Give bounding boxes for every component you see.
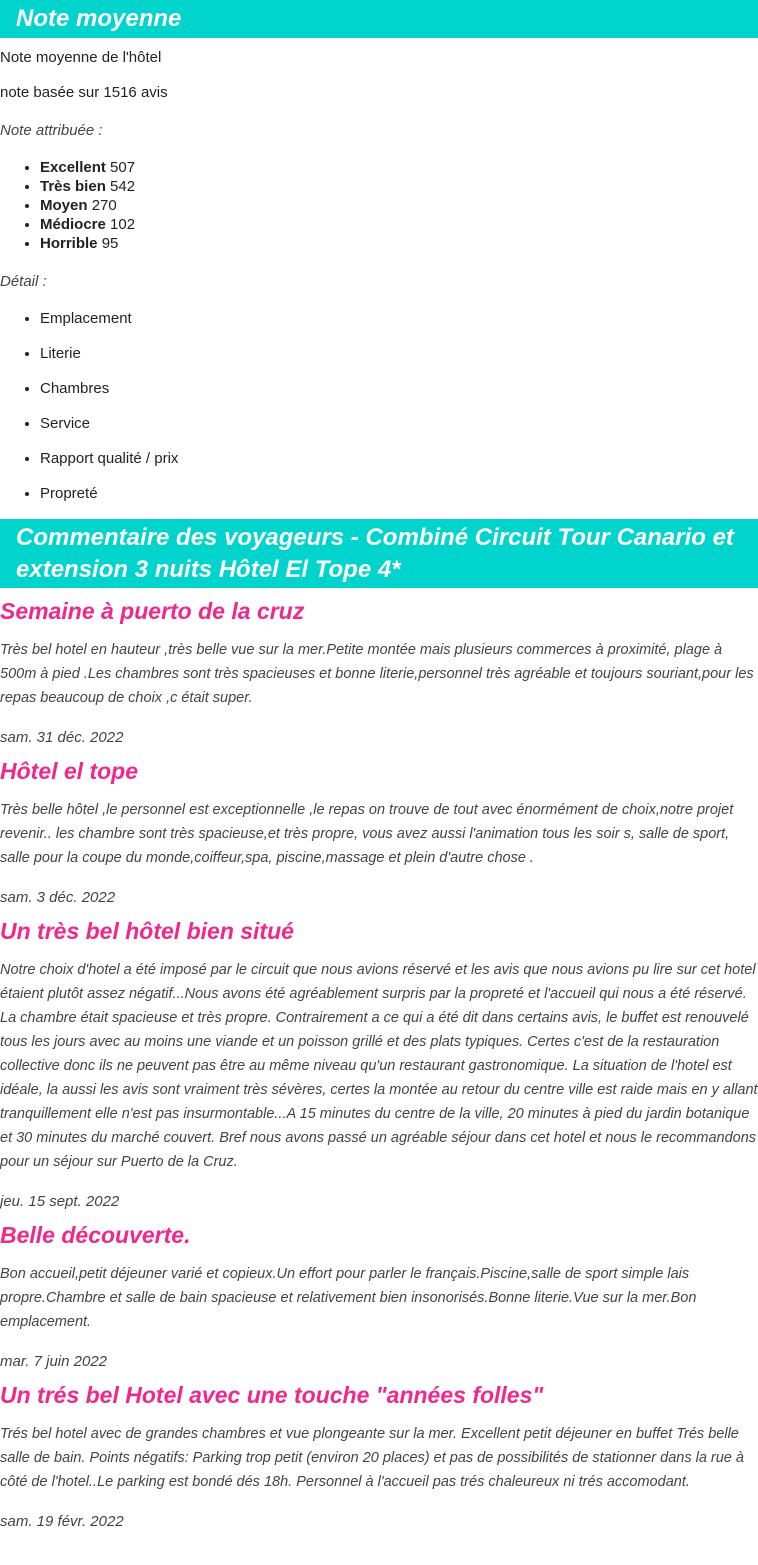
rating-count: 507 (110, 159, 136, 176)
detail-item: • Service (40, 414, 758, 434)
detail-item: • Chambres (40, 379, 758, 399)
rating-item (40, 234, 758, 253)
review-count: note basée sur 1516 avis (0, 84, 168, 101)
review-title: Hôtel el tope (0, 758, 139, 784)
review-date: sam. 31 déc. 2022 (0, 729, 124, 746)
review-text: Trés bel hotel avec de grandes chambres et vue plongeante sur la mer. Excellent petit déjeuner en buffet Trés belle salle de bain. Points négatifs: Parking trop petit (environ 20 places) et pas de possibilités de stationner dans la rue à côté de l'hotel..Le parking est bondé dés 18h. Personnel à l'accueil pas trés chaleureux ni trés accomodant. (0, 1426, 744, 1490)
rating-label: Excellent (40, 159, 106, 176)
rating-label: Horrible (40, 235, 98, 252)
detail-item: • Literie (40, 344, 758, 364)
attributed-label: Note attribuée : (0, 122, 103, 139)
review-title: Semaine à puerto de la cruz (0, 598, 305, 624)
hotel-average-label: Note moyenne de l'hôtel (0, 49, 162, 66)
reviews-section-header: Commentaire des voyageurs - Combiné Circuit Tour Canario et extension 3 nuits Hôtel El Tope 4* (0, 519, 758, 588)
review-text: Notre choix d'hotel a été imposé par le circuit que nous avions réservé et les avis que nous avions pu lire sur cet hotel étaient plutôt assez négatif...Nous avons été agréablement surpris par la propreté et l'accueil qui nous a été réservé. La chambre était spacieuse et très propre. Contrairement a ce qui a été dit dans certains avis, le buffet est renouvelé tous les jours avec au moins une viande et un poisson grillé et des plats typiques. Certes c'est de la restauration collective donc ils ne peuvent pas être au même niveau qu'un restaurant gastronomique. La situation de l'hotel est idéale, la aussi les avis sont vraiment très sévères, certes la montée au retour du centre ville est raide mais en y allant tranquillement elle n'est pas insurmontable...A 15 minutes du centre de la ville, 20 minutes à pied du jardin botanique et 30 minutes du marché couvert. Bref nous avons passé un agréable séjour dans cet hotel et nous le recommandons pour un séjour sur Puerto de la Cruz. (0, 962, 758, 1170)
rating-count: 270 (91, 197, 117, 214)
review-title: Un trés bel Hotel avec une touche "années folles" (0, 1382, 544, 1408)
rating-count: 95 (101, 235, 119, 252)
review-title: Un très bel hôtel bien situé (0, 918, 294, 944)
review-date: jeu. 15 sept. 2022 (0, 1193, 120, 1210)
review-text: Très bel hotel en hauteur ,très belle vue sur la mer.Petite montée mais plusieurs commerces à proximité, plage à 500m à pied .Les chambres sont très spacieuses et bonne literie,personnel très agréable et toujours souriant,pour les repas beaucoup de choix ,c était super. (0, 642, 754, 706)
review (0, 596, 758, 748)
rating-item (40, 215, 758, 234)
rating-item (40, 177, 758, 196)
review-title: Belle découverte. (0, 1222, 191, 1248)
rating-label: Médiocre (40, 216, 106, 233)
rating-item (40, 158, 758, 177)
rating-count: 102 (110, 216, 136, 233)
review (0, 1220, 758, 1372)
review (0, 756, 758, 908)
detail-label: Détail : (0, 273, 47, 290)
review-date: sam. 19 févr. 2022 (0, 1513, 124, 1530)
review-date: mar. 7 juin 2022 (0, 1353, 108, 1370)
rating-count: 542 (110, 178, 136, 195)
rating-label: Moyen (40, 197, 88, 214)
ratings-list (0, 158, 758, 253)
rating-label: Très bien (40, 178, 106, 195)
details-list (0, 309, 758, 504)
detail-item: • Propreté (40, 484, 758, 504)
detail-item: • Emplacement (40, 309, 758, 329)
detail-item: • Rapport qualité / prix (40, 449, 758, 469)
review (0, 1380, 758, 1532)
review-text: Bon accueil,petit déjeuner varié et copieux.Un effort pour parler le français.Piscine,salle de sport simple lais propre.Chambre et salle de bain spacieuse et relativement bien insonorisés.Bonne literie.Vue sur la mer.Bon emplacement. (0, 1266, 697, 1330)
rating-item (40, 196, 758, 215)
review-date: sam. 3 déc. 2022 (0, 889, 116, 906)
review-text: Très belle hôtel ,le personnel est exceptionnelle ,le repas on trouve de tout avec énormément de choix,notre projet revenir.. les chambre sont très spacieuse,et très propre, vous avez aussi l'animation tous les soir s, salle de sport, salle pour la coupe du monde,coiffeur,spa, piscine,massage et plein d'autre chose . (0, 802, 734, 866)
review (0, 916, 758, 1212)
rating-section-header: Note moyenne (0, 0, 758, 38)
